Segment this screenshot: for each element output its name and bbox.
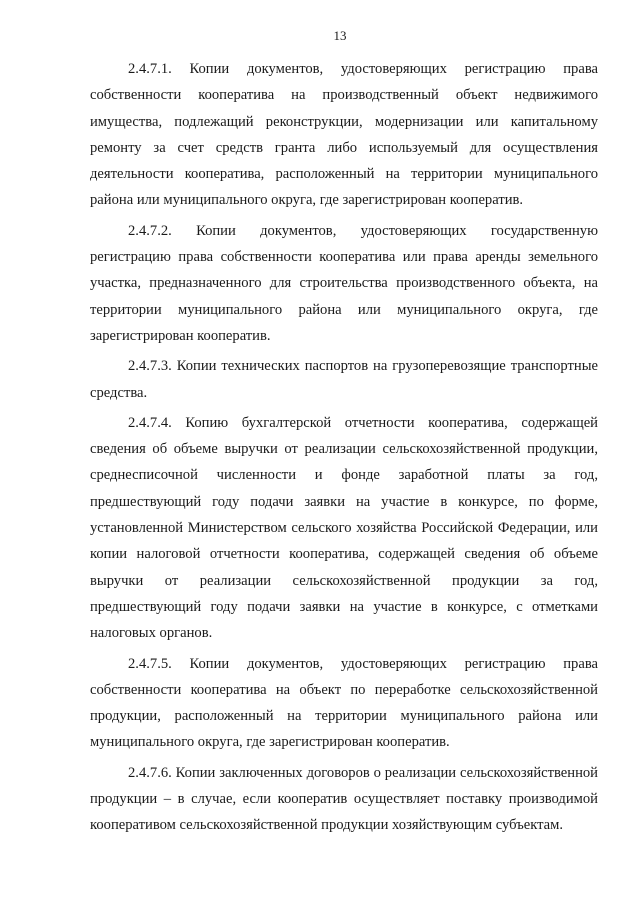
- paragraph-2-4-7-1: 2.4.7.1. Копии документов, удостоверяющих регистрацию права собственности кооператива на производственный объект недвижимого имущества, подлежащий реконструкции, модернизации или капитальному ремонту за счет средств гранта либо используемый для осуществления деятельности кооператива, расположенный на территории муниципального района или муниципального округа, где зарегистрирован кооператив.: [90, 61, 598, 209]
- document-body: [90, 56, 598, 843]
- paragraph-2-4-7-4: 2.4.7.4. Копию бухгалтерской отчетности кооператива, содержащей сведения об объеме выручки от реализации сельскохозяйственной продукции, среднесписочной численности и фонде заработной платы за год, предшествующий году подачи заявки на участие в конкурсе, по форме, установленной Министерством сельского хозяйства Российской Федерации, или копии налоговой отчетности кооператива, содержащей сведения об объеме выручки от реализации сельскохозяйственной продукции за год, предшествующий году подачи заявки на участие в конкурсе, с отметками налоговых органов.: [90, 414, 598, 642]
- paragraph-2-4-7-5: 2.4.7.5. Копии документов, удостоверяющих регистрацию права собственности кооператива на объект по переработке сельскохозяйственной продукции, расположенный на территории муниципального района или муниципального округа, где зарегистрирован кооператив.: [90, 655, 598, 751]
- paragraph-2-4-7-3: 2.4.7.3. Копии технических паспортов на грузоперевозящие транспортные средства.: [90, 358, 598, 401]
- paragraph-2-4-7-2: 2.4.7.2. Копии документов, удостоверяющих государственную регистрацию права собственности кооператива или права аренды земельного участка, предназначенного для строительства производственного объекта, на территории муниципального района или муниципального округа, где зарегистрирован кооператив.: [90, 222, 598, 344]
- paragraph-2-4-7-6: 2.4.7.6. Копии заключенных договоров о реализации сельскохозяйственной продукции – в случае, если кооператив осуществляет поставку производимой кооперативом сельскохозяйственной продукции хозяйствующим субъектам.: [90, 764, 598, 834]
- page-number: 13: [333, 28, 347, 43]
